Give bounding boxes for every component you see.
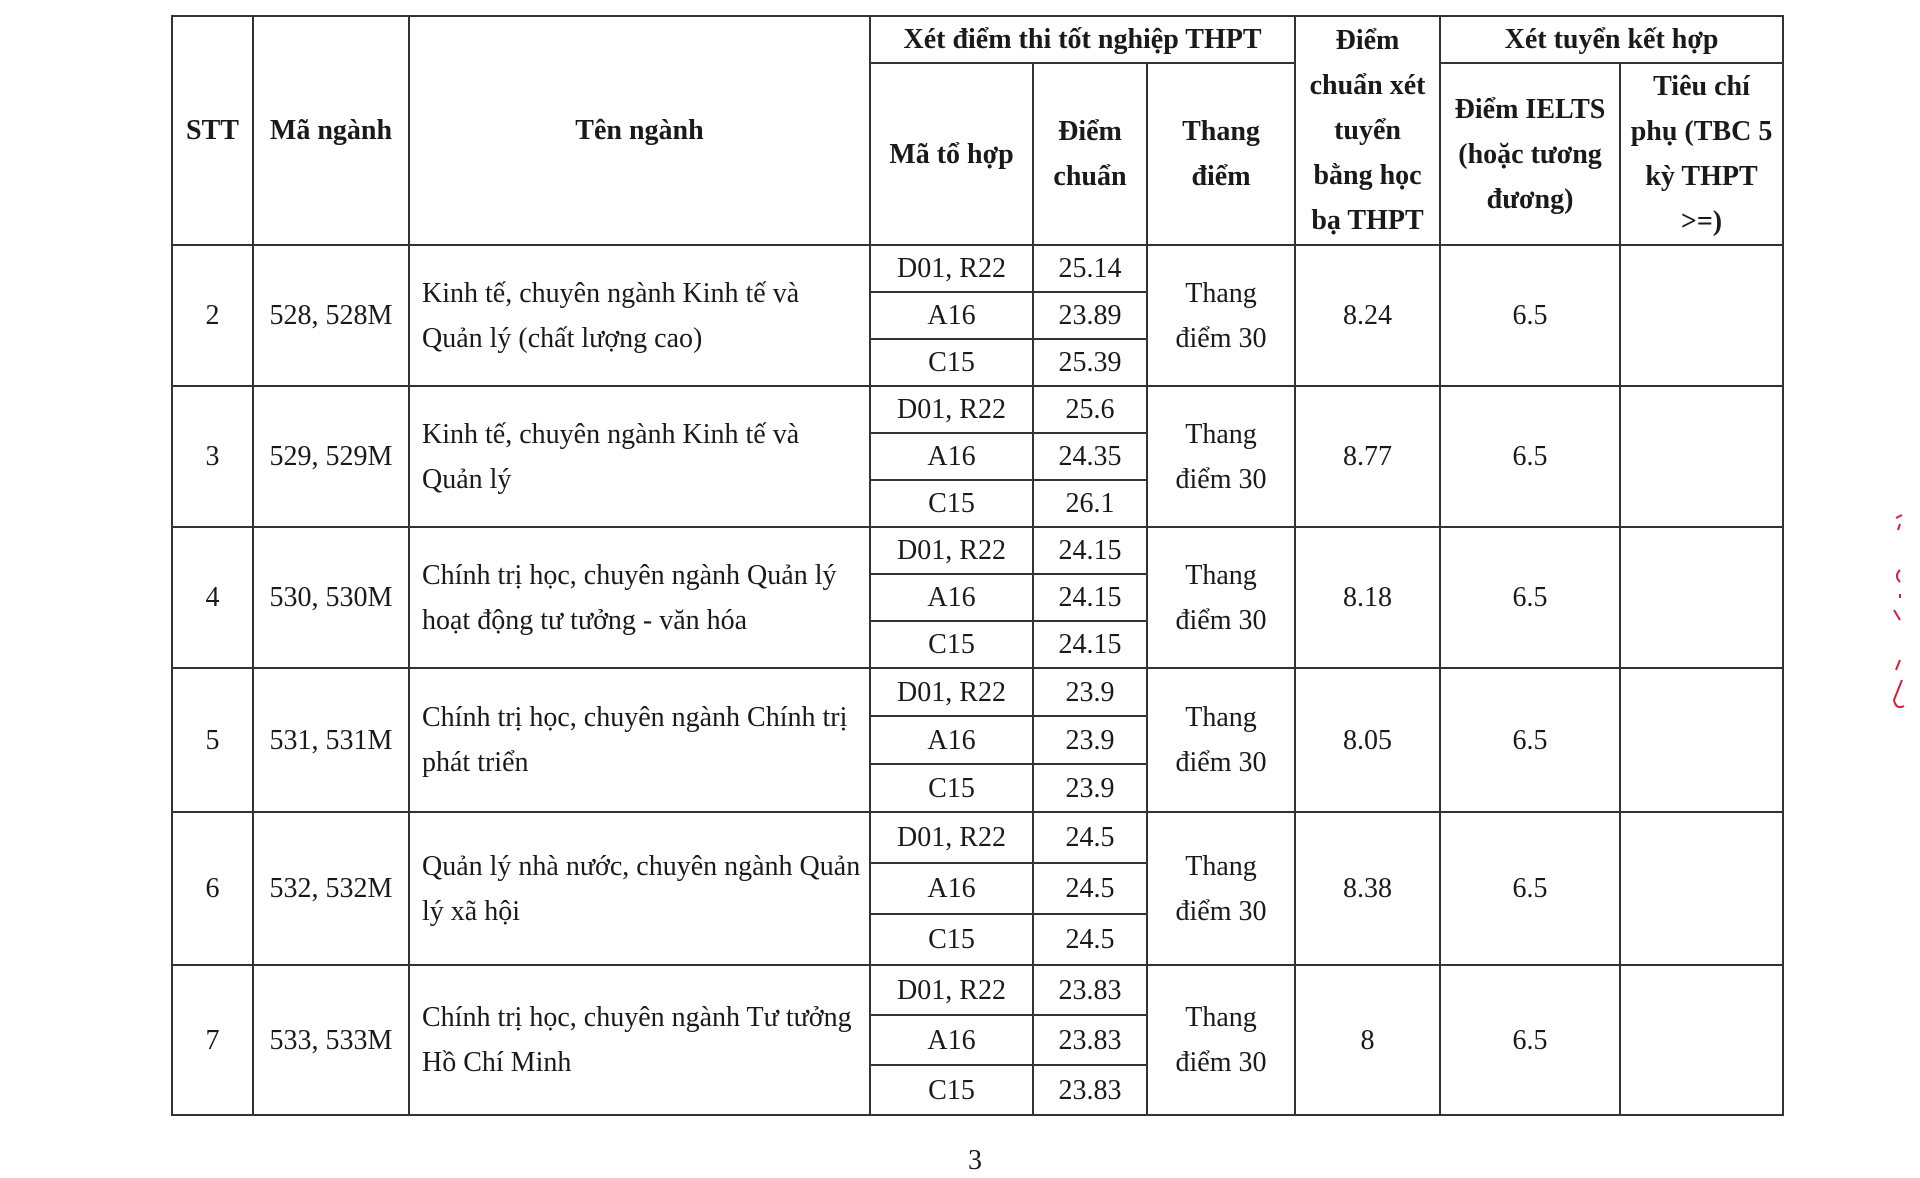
table-row bbox=[172, 812, 1783, 863]
cell-stt: 5 bbox=[172, 668, 253, 812]
cell-diem-chuan: 23.9 bbox=[1033, 764, 1147, 812]
cell-thang-diem: Thang điểm 30 bbox=[1147, 668, 1295, 812]
cell-diem-chuan: 24.5 bbox=[1033, 812, 1147, 863]
cell-ma-to-hop: D01, R22 bbox=[870, 965, 1033, 1015]
cell-thang-diem: Thang điểm 30 bbox=[1147, 527, 1295, 668]
table-row bbox=[172, 965, 1783, 1015]
header-hoc-ba: Điểm chuẩn xét tuyển bằng học bạ THPT bbox=[1295, 16, 1440, 245]
cell-tieu-chi bbox=[1620, 965, 1783, 1115]
cell-thang-diem: Thang điểm 30 bbox=[1147, 386, 1295, 527]
cell-ten-nganh: Kinh tế, chuyên ngành Kinh tế và Quản lý bbox=[409, 386, 870, 527]
cell-diem-chuan: 25.14 bbox=[1033, 245, 1147, 292]
cell-ma-to-hop: D01, R22 bbox=[870, 668, 1033, 716]
header-ten-nganh: Tên ngành bbox=[409, 16, 870, 245]
cell-stt: 3 bbox=[172, 386, 253, 527]
cell-diem-chuan: 23.9 bbox=[1033, 668, 1147, 716]
cell-ielts: 6.5 bbox=[1440, 245, 1620, 386]
cell-tieu-chi bbox=[1620, 812, 1783, 965]
cell-tieu-chi bbox=[1620, 245, 1783, 386]
header-ielts: Điểm IELTS (hoặc tương đương) bbox=[1440, 63, 1620, 245]
cell-ten-nganh: Quản lý nhà nước, chuyên ngành Quản lý xã hội bbox=[409, 812, 870, 965]
header-group-thpt: Xét điểm thi tốt nghiệp THPT bbox=[870, 16, 1295, 63]
cell-ma-nganh: 531, 531M bbox=[253, 668, 409, 812]
red-stamp-mark bbox=[1888, 510, 1908, 750]
cell-ma-nganh: 528, 528M bbox=[253, 245, 409, 386]
table-row bbox=[172, 668, 1783, 716]
cell-diem-chuan: 23.83 bbox=[1033, 1065, 1147, 1115]
table-row bbox=[172, 245, 1783, 292]
cell-diem-chuan: 23.9 bbox=[1033, 716, 1147, 764]
admission-scores-table bbox=[171, 15, 1784, 1116]
cell-ielts: 6.5 bbox=[1440, 668, 1620, 812]
cell-ielts: 6.5 bbox=[1440, 812, 1620, 965]
cell-ma-to-hop: A16 bbox=[870, 433, 1033, 480]
cell-hoc-ba: 8.24 bbox=[1295, 245, 1440, 386]
cell-ma-to-hop: C15 bbox=[870, 1065, 1033, 1115]
cell-stt: 2 bbox=[172, 245, 253, 386]
table-row bbox=[172, 386, 1783, 433]
header-ma-to-hop: Mã tổ hợp bbox=[870, 63, 1033, 245]
cell-ten-nganh: Kinh tế, chuyên ngành Kinh tế và Quản lý (chất lượng cao) bbox=[409, 245, 870, 386]
cell-ma-to-hop: A16 bbox=[870, 716, 1033, 764]
cell-ma-to-hop: A16 bbox=[870, 574, 1033, 621]
cell-hoc-ba: 8.38 bbox=[1295, 812, 1440, 965]
cell-ma-nganh: 529, 529M bbox=[253, 386, 409, 527]
cell-diem-chuan: 24.35 bbox=[1033, 433, 1147, 480]
cell-ma-to-hop: D01, R22 bbox=[870, 386, 1033, 433]
cell-diem-chuan: 26.1 bbox=[1033, 480, 1147, 527]
cell-ielts: 6.5 bbox=[1440, 527, 1620, 668]
cell-hoc-ba: 8.18 bbox=[1295, 527, 1440, 668]
cell-diem-chuan: 24.15 bbox=[1033, 527, 1147, 574]
cell-ma-to-hop: D01, R22 bbox=[870, 245, 1033, 292]
header-diem-chuan: Điểm chuẩn bbox=[1033, 63, 1147, 245]
cell-ma-to-hop: C15 bbox=[870, 621, 1033, 668]
cell-hoc-ba: 8 bbox=[1295, 965, 1440, 1115]
cell-ten-nganh: Chính trị học, chuyên ngành Tư tưởng Hồ Chí Minh bbox=[409, 965, 870, 1115]
cell-diem-chuan: 24.15 bbox=[1033, 574, 1147, 621]
cell-tieu-chi bbox=[1620, 386, 1783, 527]
header-thang-diem: Thang điểm bbox=[1147, 63, 1295, 245]
cell-ma-to-hop: C15 bbox=[870, 764, 1033, 812]
cell-ten-nganh: Chính trị học, chuyên ngành Quản lý hoạt động tư tưởng - văn hóa bbox=[409, 527, 870, 668]
header-stt: STT bbox=[172, 16, 253, 245]
cell-diem-chuan: 24.5 bbox=[1033, 914, 1147, 965]
cell-diem-chuan: 23.83 bbox=[1033, 1015, 1147, 1065]
cell-diem-chuan: 24.5 bbox=[1033, 863, 1147, 914]
cell-ma-to-hop: C15 bbox=[870, 914, 1033, 965]
cell-ielts: 6.5 bbox=[1440, 965, 1620, 1115]
cell-tieu-chi bbox=[1620, 527, 1783, 668]
header-group-ket-hop: Xét tuyển kết hợp bbox=[1440, 16, 1783, 63]
cell-diem-chuan: 25.6 bbox=[1033, 386, 1147, 433]
cell-ma-to-hop: A16 bbox=[870, 292, 1033, 339]
cell-ma-to-hop: C15 bbox=[870, 339, 1033, 386]
cell-ma-to-hop: A16 bbox=[870, 863, 1033, 914]
cell-ma-to-hop: C15 bbox=[870, 480, 1033, 527]
cell-diem-chuan: 23.83 bbox=[1033, 965, 1147, 1015]
cell-stt: 7 bbox=[172, 965, 253, 1115]
cell-diem-chuan: 25.39 bbox=[1033, 339, 1147, 386]
cell-stt: 4 bbox=[172, 527, 253, 668]
table-row bbox=[172, 527, 1783, 574]
cell-ma-nganh: 532, 532M bbox=[253, 812, 409, 965]
cell-diem-chuan: 23.89 bbox=[1033, 292, 1147, 339]
page-number: 3 bbox=[968, 1145, 982, 1176]
cell-diem-chuan: 24.15 bbox=[1033, 621, 1147, 668]
cell-ma-to-hop: D01, R22 bbox=[870, 812, 1033, 863]
cell-ielts: 6.5 bbox=[1440, 386, 1620, 527]
cell-stt: 6 bbox=[172, 812, 253, 965]
cell-tieu-chi bbox=[1620, 668, 1783, 812]
cell-ma-nganh: 530, 530M bbox=[253, 527, 409, 668]
cell-ten-nganh: Chính trị học, chuyên ngành Chính trị phát triển bbox=[409, 668, 870, 812]
header-tieu-chi: Tiêu chí phụ (TBC 5 kỳ THPT >=) bbox=[1620, 63, 1783, 245]
cell-thang-diem: Thang điểm 30 bbox=[1147, 812, 1295, 965]
cell-hoc-ba: 8.77 bbox=[1295, 386, 1440, 527]
header-ma-nganh: Mã ngành bbox=[253, 16, 409, 245]
cell-ma-to-hop: A16 bbox=[870, 1015, 1033, 1065]
cell-ma-nganh: 533, 533M bbox=[253, 965, 409, 1115]
cell-thang-diem: Thang điểm 30 bbox=[1147, 245, 1295, 386]
cell-hoc-ba: 8.05 bbox=[1295, 668, 1440, 812]
cell-ma-to-hop: D01, R22 bbox=[870, 527, 1033, 574]
cell-thang-diem: Thang điểm 30 bbox=[1147, 965, 1295, 1115]
